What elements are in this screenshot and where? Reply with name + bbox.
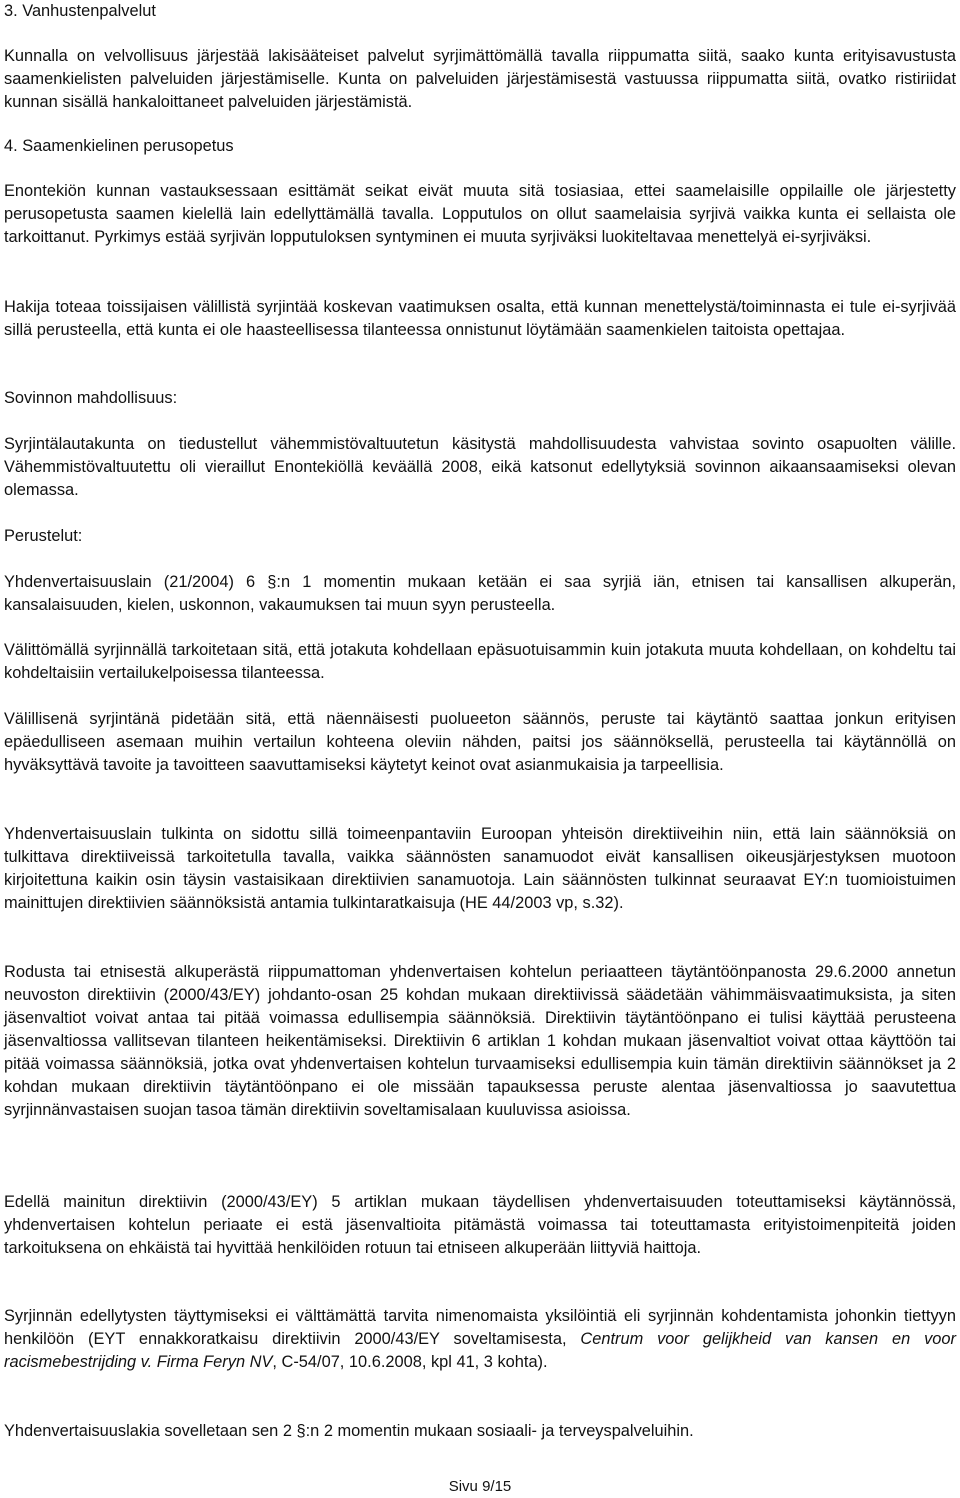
grounds-paragraph-7-start: Syrjinnän edellytysten täyttymiseksi ei välttämättä tarvita nimenomaista yksilöintiä eli syrjinnän kohdentamista johonkin tiettyyn henkilöön (EYT ennakkoratkaisu direktiivin 2000/43/EY soveltamisesta,: [4, 1307, 956, 1348]
grounds-paragraph-6-block: [4, 1191, 956, 1260]
section-4-paragraph-1-block: [4, 180, 956, 249]
grounds-paragraph-4-block: [4, 823, 956, 915]
grounds-paragraph-7-end: , C-54/07, 10.6.2008, kpl 41, 3 kohta).: [272, 1353, 548, 1371]
grounds-paragraph-8: Yhdenvertaisuuslakia sovelletaan sen 2 §:n 2 momentin mukaan sosiaali- ja terveyspalveluihin.: [4, 1422, 694, 1440]
grounds-paragraph-1-block: [4, 571, 956, 617]
grounds-paragraph-2: Välittömällä syrjinnällä tarkoitetaan sitä, että jotakuta kohdellaan epäsuotuisammin kuin jotakuta muuta kohdellaan, on kohdeltu tai kohdeltaisiin vertailukelpoisessa tilanteessa.: [4, 641, 956, 682]
settlement-heading-block: [4, 387, 956, 410]
grounds-paragraph-7: [4, 1305, 956, 1374]
grounds-paragraph-4: Yhdenvertaisuuslain tulkinta on sidottu sillä toimeenpantaviin Euroopan yhteisön direktiiveihin niin, että lain säännöksiä on tulkittava direktiiveissä tarkoitetulla tavalla, vaikka säännösten sanamuodot eivät kansallisen oikeusjärjestyksen muotoon kirjoitettuna kaikin osin täysin vastaisikaan direktiivien sanamuotoja. Lain säännösten tulkinnat seuraavat EY:n tuomioistuimen mainittujen direktiivien säännöksistä antamia tulkintaratkaisuja (HE 44/2003 vp, s.32).: [4, 825, 956, 912]
settlement-paragraph-block: [4, 433, 956, 502]
settlement-paragraph: Syrjintälautakunta on tiedustellut vähemmistövaltuutetun käsitystä mahdollisuudesta vahvistaa sovinto osapuolten välille. Vähemmistövaltuutettu oli vieraillut Enontekiöllä keväällä 2008, eikä katsonut edellytyksiä sovinnon aikaansaamiseksi olevan olemassa.: [4, 435, 956, 499]
grounds-paragraph-7-block: [4, 1305, 956, 1374]
section-4-paragraph-1: Enontekiön kunnan vastauksessaan esittämät seikat eivät muuta sitä tosiasiaa, ettei saamelaisille oppilaille ole järjestetty perusopetusta saamen kielellä lain edellyttämällä tavalla. Lopputulos on ollut saamelaisia syrjivä vaikka kunta ei sellaista ole tarkoittanut. Pyrkimys estää syrjivän lopputuloksen syntyminen ei muuta syrjiväksi luokiteltavaa menettelyä ei-syrjiväksi.: [4, 182, 956, 246]
grounds-paragraph-8-block: [4, 1420, 956, 1443]
section-4-paragraph-2: Hakija toteaa toissijaisen välillistä syrjintää koskevan vaatimuksen osalta, että kunnan menettelystä/toiminnasta ei tule ei-syrjivää sillä perusteella, että kunta ei ole haasteellisessa tilanteessa onnistunut löytämään saamenkielen taitoista opettajaa.: [4, 298, 956, 339]
grounds-paragraph-2-block: [4, 639, 956, 685]
case-name: Centrum voor gelijkheid van kansen en voor racismebestrijding v. Firma Feryn NV: [4, 1330, 956, 1371]
grounds-paragraph-1: Yhdenvertaisuuslain (21/2004) 6 §:n 1 momentin mukaan ketään ei saa syrjiä iän, etnisen tai kansallisen alkuperän, kansalaisuuden, kielen, uskonnon, vakaumuksen tai muun syyn perusteella.: [4, 573, 956, 614]
grounds-paragraph-6: Edellä mainitun direktiivin (2000/43/EY) 5 artiklan mukaan täydellisen yhdenvertaisuuden toteuttamiseksi käytännössä, yhdenvertaisen kohtelun periaate ei estä jäsenvaltioita pitämästä voimassa tai toteuttamasta erityistoimenpiteitä joiden tarkoituksena on ehkäistä tai hyvittää henkilöiden rotuun tai etniseen alkuperään liittyviä haittoja.: [4, 1193, 956, 1257]
settlement-heading: Sovinnon mahdollisuus:: [4, 389, 178, 407]
grounds-heading: Perustelut:: [4, 527, 83, 545]
section-3-paragraph-block: [4, 45, 956, 114]
grounds-heading-block: [4, 525, 956, 548]
section-3-heading: 3. Vanhustenpalvelut: [4, 2, 156, 20]
section-3-paragraph: Kunnalla on velvollisuus järjestää lakisääteiset palvelut syrjimättömällä tavalla riippumatta siitä, saako kunta erityisavustusta saamenkielisten palveluiden järjestämiselle. Kunta on palveluiden järjestämisestä vastuussa riippumatta siitä, ovatko ristiriidat kunnan sisällä hankaloittaneet palveluiden järjestämistä.: [4, 47, 956, 111]
grounds-paragraph-3-block: [4, 708, 956, 777]
page-number-footer: Sivu 9/15: [448, 1478, 512, 1495]
section-4-heading-block: [4, 135, 956, 158]
grounds-paragraph-5-block: [4, 961, 956, 1122]
grounds-paragraph-5: Rodusta tai etnisestä alkuperästä riippumattoman yhdenvertaisen kohtelun periaatteen täytäntöönpanosta 29.6.2000 annetun neuvoston direktiivin (2000/43/EY) johdanto-osan 25 kohdan mukaan direktiivissä säädetään vähimmäisvaatimuksista, ja siten jäsenvaltiot voivat antaa tai pitää voimassa edullisempia säännöksiä. Direktiivin täytäntöönpano ei tulisi käyttää perusteena jäsenvaltiossa vallitsevan tilanteen heikentämiseksi. Direktiivin 6 artiklan 1 kohdan mukaan jäsenvaltiot voivat ottaa käyttöön tai pitää voimassa säännöksiä, jotka ovat yhdenvertaisen kohtelun turvaamiseksi edullisempia kuin tämän direktiivin säännökset ja 2 kohdan mukaan direktiivin täytäntöönpano ei ole missään tapauksessa peruste alentaa jäsenvaltiossa jo saavutettua syrjinnänvastaisen suojan tasoa tämän direktiivin soveltamisalaan kuuluvissa asioissa.: [4, 963, 956, 1119]
section-4-paragraph-2-block: [4, 296, 956, 342]
grounds-paragraph-3: Välillisenä syrjintänä pidetään sitä, että näennäisesti puolueeton säännös, peruste tai käytäntö saattaa jonkun erityisen epäedulliseen asemaan muihin vertailun kohteena oleviin nähden, paitsi jos säännöksellä, perusteella tai käytännöllä on hyväksyttävä tavoite ja tavoitteen saavuttamiseksi käytetyt keinot ovat asianmukaisia ja tarpeellisia.: [4, 710, 956, 774]
section-4-heading: 4. Saamenkielinen perusopetus: [4, 137, 234, 155]
